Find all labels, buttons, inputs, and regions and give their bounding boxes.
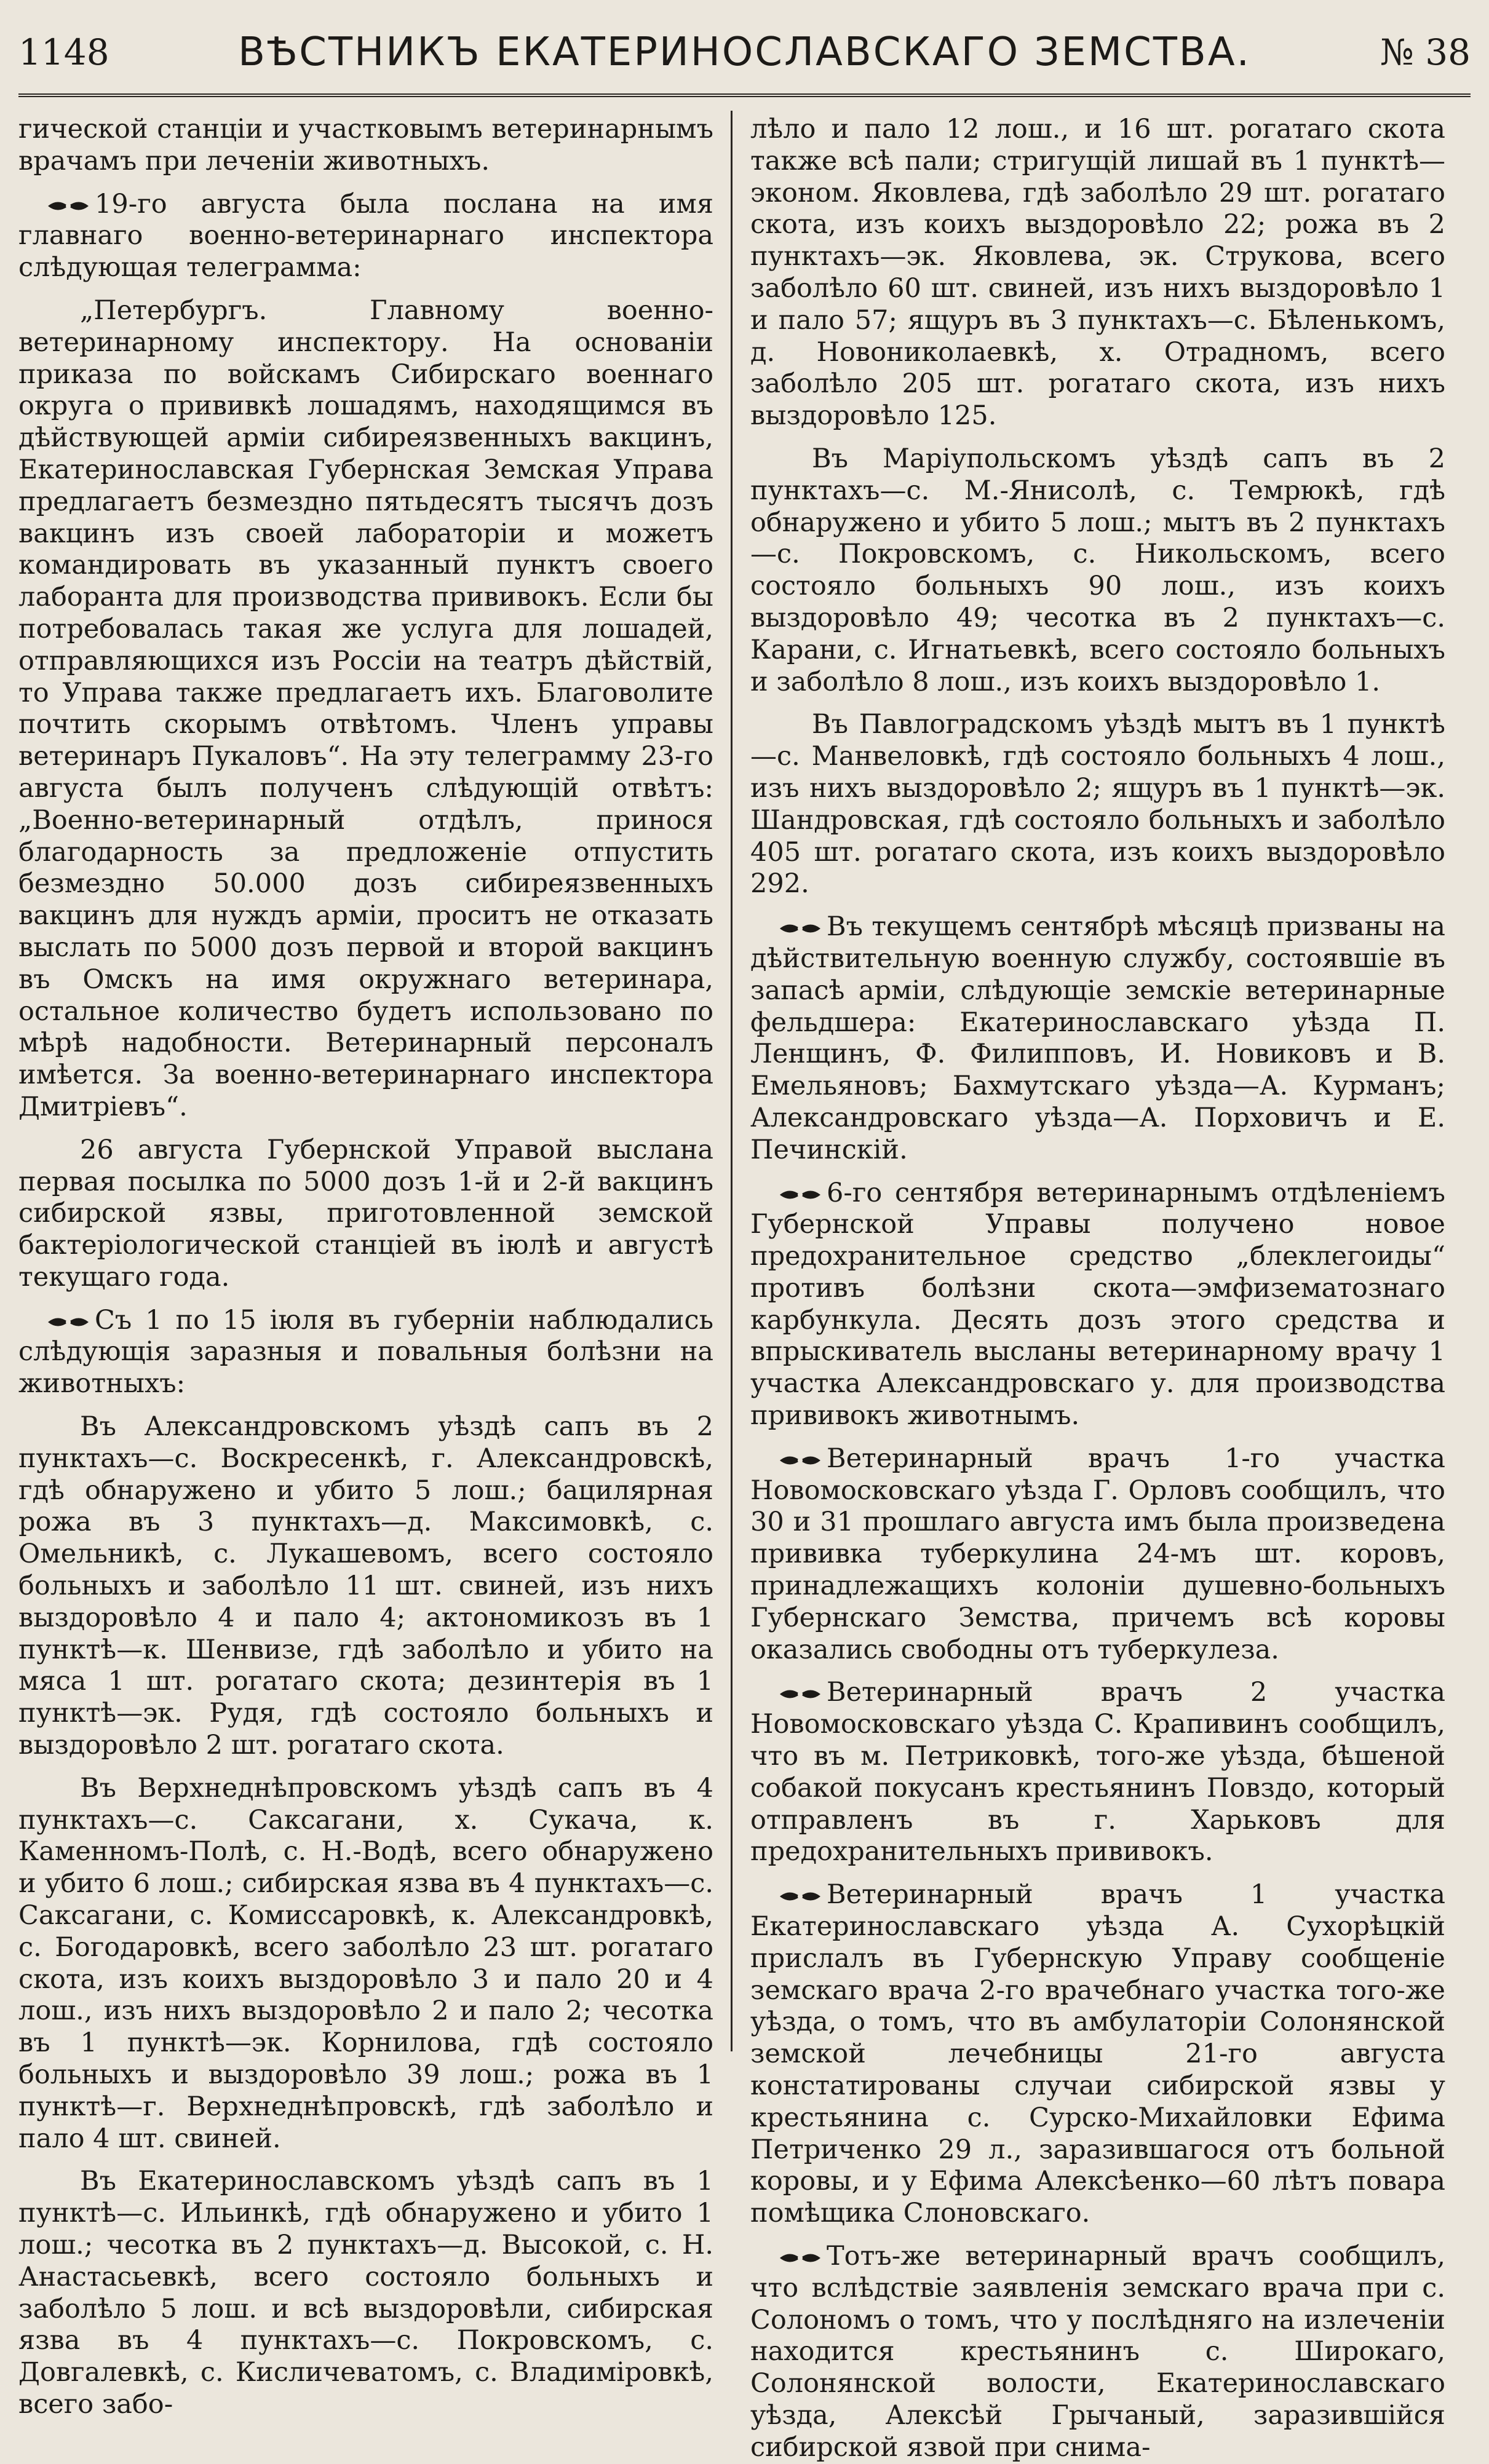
paragraph-text: Ветеринарный врачъ 1 участка Екатеринославскаго уѣзда А. Сухорѣцкій прислалъ въ Губернскую Управу сообщеніе земскаго врача 2-го врачебнаго участка того-же уѣзда, о томъ, что въ амбулаторіи Солонянской земской лечебницы 21-го августа констатированы случаи сибирской язвы у крестьянина с. Сурско-Михайловки Ефима Петриченко 29 л., заразившагося отъ больной коровы, и у Ефима Алексѣенко—60 лѣтъ повара помѣщика Слоновскаго. — [750, 1879, 1445, 2229]
paragraph — [18, 1411, 713, 1762]
paragraph — [18, 1135, 713, 1294]
paragraph — [18, 114, 713, 178]
paragraph — [750, 2241, 1445, 2464]
section-ornament-icon — [47, 197, 90, 215]
paragraph-text: Въ текущемъ сентябрѣ мѣсяцѣ призваны на дѣйствительную военную службу, состоявшіе въ запасѣ арміи, слѣдующіе земскіе ветеринарные фельдшера: Екатеринославскаго уѣзда П. Ленщинъ, Ф. Филипповъ, И. Новиковъ и В. Емельяновъ; Бахмутскаго уѣзда—А. Курманъ; Александровскаго уѣзда—А. Порховичъ и Е. Печинскій. — [750, 911, 1445, 1165]
section-ornament-icon — [47, 1313, 90, 1331]
section-ornament-icon — [779, 1186, 822, 1204]
paragraph-text: Въ Александровскомъ уѣздѣ сапъ въ 2 пунктахъ—с. Воскресенкѣ, г. Александровскѣ, гдѣ обнаружено и убито 5 лош.; бацилярная рожа въ 3 пунктахъ—д. Максимовкѣ, с. Омельникѣ, с. Лукашевомъ, всего состояло больныхъ и заболѣло 11 шт. свиней, изъ нихъ выздоровѣло 4 и пало 4; актономикозъ въ 1 пунктѣ—к. Шенвизе, гдѣ заболѣло и убито на мяса 1 шт. рогатаго скота; дезинтерія въ 1 пунктѣ—эк. Рудя, гдѣ состояло больныхъ и выздоровѣло 2 шт. рогатаго скота. — [18, 1411, 713, 1761]
paragraph — [750, 443, 1445, 698]
right-column — [750, 114, 1445, 2463]
paragraph-text: лѣло и пало 12 лош., и 16 шт. рогатаго скота также всѣ пали; стригущій лишай въ 1 пунктѣ—эконом. Яковлева, гдѣ заболѣло 29 шт. рогатаго скота, изъ коихъ выздоровѣло 22; рожа въ 2 пунктахъ—эк. Яковлева, эк. Струкова, всего заболѣло 60 шт. свиней, изъ нихъ выздоровѣло 1 и пало 57; ящуръ въ 3 пунктахъ—с. Бѣленькомъ, д. Новониколаевкѣ, х. Отрадномъ, всего заболѣло 205 шт. рогатаго скота, изъ нихъ выздоровѣло 125. — [750, 114, 1445, 432]
column-divider — [731, 111, 733, 2051]
paragraph-text: 6-го сентября ветеринарнымъ отдѣленіемъ Губернской Управы получено новое предохранительное средство „блеклегоиды“ противъ болѣзни скота—эмфизематознаго карбункула. Десять дозъ этого средства и впрыскиватель высланы ветеринарному врачу 1 участка Александровскаго у. для производства прививокъ животнымъ. — [750, 1177, 1445, 1432]
paragraph-text: Ветеринарный врачъ 2 участка Новомосковскаго уѣзда С. Крапивинъ сообщилъ, что въ м. Петриковкѣ, того-же уѣзда, бѣшеной собакой покусанъ крестьянинъ Повздо, который отправленъ въ г. Харьковъ для предохранительныхъ прививокъ. — [750, 1677, 1445, 1868]
section-ornament-icon — [779, 1685, 822, 1703]
paragraph — [750, 911, 1445, 1166]
paragraph — [750, 1178, 1445, 1432]
paragraph-text: Въ Верхнеднѣпровскомъ уѣздѣ сапъ въ 4 пунктахъ—с. Саксагани, х. Сукача, к. Каменномъ-Полѣ, с. Н.-Водѣ, всего обнаружено и убито 6 лош.; сибирская язва въ 4 пунктахъ—с. Саксагани, с. Комиссаровкѣ, к. Александровкѣ, с. Богодаровкѣ, всего заболѣло 23 шт. рогатаго скота, изъ коихъ выздоровѣло 3 и пало 20 и 4 лош., изъ нихъ выздоровѣло 2 и пало 2; чесотка въ 1 пунктѣ—эк. Корнилова, гдѣ состояло больныхъ и выздоровѣло 39 лош.; рожа въ 1 пунктѣ—г. Верхнеднѣпровскѣ, гдѣ заболѣло и пало 4 шт. свиней. — [18, 1772, 713, 2154]
section-ornament-icon — [779, 919, 822, 938]
paragraph-text: Ветеринарный врачъ 1-го участка Новомосковскаго уѣзда Г. Орловъ сообщилъ, что 30 и 31 прошлаго августа имъ была произведена прививка туберкулина 24-мъ шт. коровъ, принадлежащихъ колоніи душевно-больныхъ Губернскаго Земства, причемъ всѣ коровы оказались свободны отъ туберкулеза. — [750, 1443, 1445, 1665]
paragraph — [750, 709, 1445, 900]
paragraph-text: Въ Павлоградскомъ уѣздѣ мытъ въ 1 пунктѣ—с. Манвеловкѣ, гдѣ состояло больныхъ 4 лош., изъ нихъ выздоровѣло 2; ящуръ въ 1 пунктѣ—эк. Шандровская, гдѣ состояло больныхъ и заболѣло 405 шт. рогатаго скота, изъ коихъ выздоровѣло 292. — [750, 709, 1445, 900]
paragraph — [750, 1879, 1445, 2230]
paragraph-text: 26 августа Губернской Управой выслана первая посылка по 5000 дозъ 1-й и 2-й вакцинъ сибирской язвы, приготовленной земской бактеріологической станціей въ іюлѣ и августѣ текущаго года. — [18, 1134, 713, 1293]
paragraph-text: „Петербургъ. Главному военно-ветеринарному инспектору. На основаніи приказа по войскамъ Сибирскаго военнаго округа о прививкѣ лошадямъ, находящимся въ дѣйствующей арміи сибиреязвенныхъ вакцинъ, Екатеринославская Губернская Земская Управа предлагаетъ безмездно пятьдесятъ тысячъ дозъ вакцинъ изъ своей лабораторіи и можетъ командировать въ указанный пунктъ своего лаборанта для производства прививокъ. Если бы потребовалась такая же услуга для лошадей, отправляющихся изъ Россіи на театръ дѣйствій, то Управа также предлагаетъ ихъ. Благоволите почтить скорымъ отвѣтомъ. Членъ управы ветеринаръ Пукаловъ“. На эту телеграмму 23-го августа былъ полученъ слѣдующій отвѣтъ: „Военно-ветеринарный отдѣлъ, принося благодарность за предложеніе отпустить безмездно 50.000 дозъ сибиреязвенныхъ вакцинъ для нуждъ арміи, проситъ не отказать выслать по 5000 дозъ первой и второй вакцинъ въ Омскъ на имя окружнаго ветеринара, остальное количество будетъ использовано по мѣрѣ надобности. Ветеринарный персоналъ имѣется. За военно-ветеринарнаго инспектора Дмитріевъ“. — [18, 295, 713, 1122]
page-header — [18, 18, 1471, 86]
section-ornament-icon — [779, 1887, 822, 1906]
paragraph-text: гической станціи и участковымъ ветеринарнымъ врачамъ при леченіи животныхъ. — [18, 114, 713, 176]
paragraph-text: Въ Екатеринославскомъ уѣздѣ сапъ въ 1 пунктѣ—с. Ильинкѣ, гдѣ обнаружено и убито 1 лош.; чесотка въ 2 пунктахъ—д. Высокой, с. Н. Анастасьевкѣ, всего состояло больныхъ и заболѣло 5 лош. и всѣ выздоровѣли, сибирская язва въ 4 пунктахъ—с. Покровскомъ, с. Довгалевкѣ, с. Кисличеватомъ, с. Владиміровкѣ, всего забо- — [18, 2166, 713, 2420]
paragraph-text: Въ Маріупольскомъ уѣздѣ сапъ въ 2 пунктахъ—с. М.-Янисолѣ, с. Темрюкѣ, гдѣ обнаружено и убито 5 лош.; мытъ въ 2 пунктахъ—с. Покровскомъ, с. Никольскомъ, всего состояло больныхъ 90 лош., изъ коихъ выздоровѣло 49; чесотка въ 2 пунктахъ—с. Карани, с. Игнатьевкѣ, всего состояло больныхъ и заболѣло 8 лош., изъ коихъ выздоровѣло 1. — [750, 443, 1445, 697]
paragraph — [18, 1305, 713, 1400]
paragraph — [18, 295, 713, 1123]
publication-title: ВѢСТНИКЪ ЕКАТЕРИНОСЛАВСКАГО ЗЕМСТВА. — [238, 30, 1251, 75]
paragraph-text: Тотъ-же ветеринарный врачъ сообщилъ, что вслѣдствіе заявленія земскаго врача при с. Солономъ о томъ, что у послѣдняго на излеченіи находится крестьянинъ с. Широкаго, Солонянской волости, Екатеринославскаго уѣзда, Алексѣй Грычаный, заразившійся сибирской язвой при снима- — [750, 2241, 1445, 2463]
header-rule — [18, 93, 1471, 97]
paragraph-text: Съ 1 по 15 іюля въ губерніи наблюдались слѣдующія заразныя и повальныя болѣзни на животныхъ: — [18, 1304, 713, 1400]
page-number: 1148 — [18, 31, 109, 73]
paragraph-text: 19-го августа была послана на имя главнаго военно-ветеринарнаго инспектора слѣдующая телеграмма: — [18, 188, 713, 283]
issue-number: № 38 — [1380, 31, 1471, 73]
paragraph — [750, 114, 1445, 432]
paragraph — [18, 189, 713, 284]
section-ornament-icon — [779, 1451, 822, 1470]
left-column — [18, 114, 713, 2420]
paragraph — [18, 2166, 713, 2420]
paragraph — [750, 1443, 1445, 1666]
paragraph — [750, 1677, 1445, 1868]
paragraph — [18, 1773, 713, 2155]
section-ornament-icon — [779, 2249, 822, 2267]
